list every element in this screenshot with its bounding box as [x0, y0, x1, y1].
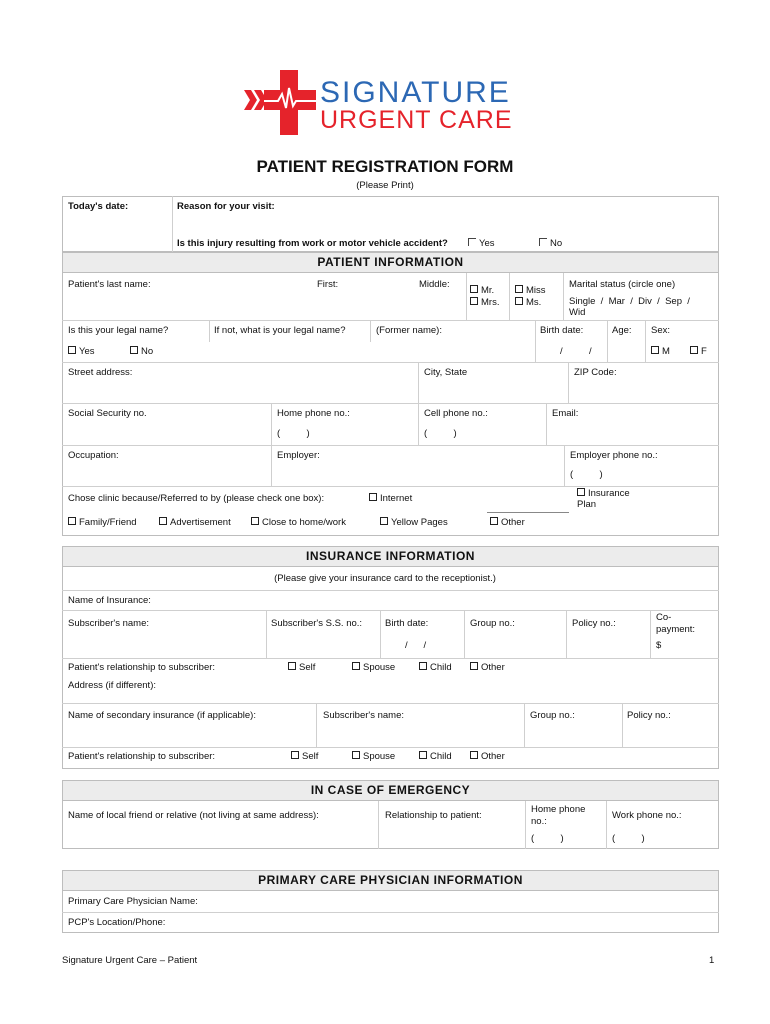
age-label: Age: [612, 325, 632, 336]
copay-dollar: $ [656, 640, 662, 651]
injury-no[interactable]: No [539, 238, 562, 249]
marital-wid[interactable]: Wid [569, 307, 586, 318]
last-name-label: Patient's last name: [68, 279, 151, 290]
checkbox-icon [539, 238, 547, 246]
pcp-location-label: PCP's Location/Phone: [68, 917, 166, 928]
referral-family[interactable]: Family/Friend [68, 517, 137, 528]
policy-no2-label: Policy no.: [627, 710, 671, 721]
logo-mark [242, 70, 322, 140]
zip-label: ZIP Code: [574, 367, 617, 378]
checkbox-icon [419, 662, 427, 670]
sub-birth-date-label: Birth date: [385, 618, 429, 629]
referral-other[interactable]: Other [490, 517, 525, 528]
rel2-self[interactable]: Self [291, 751, 318, 762]
first-name-label: First: [317, 279, 339, 290]
checkbox-icon [68, 517, 76, 525]
rel2-spouse[interactable]: Spouse [352, 751, 395, 762]
copay-label: Co- payment: [656, 612, 696, 635]
rel2-child[interactable]: Child [419, 751, 452, 762]
employer-phone-label: Employer phone no.: [570, 450, 658, 461]
street-label: Street address: [68, 367, 133, 378]
logo-line2: URGENT CARE [320, 106, 513, 134]
employer-phone-area: ( ) [570, 469, 603, 480]
title-mr[interactable]: Mr. [470, 285, 494, 296]
checkbox-icon [380, 517, 388, 525]
legal-no[interactable]: No [130, 346, 153, 357]
relationship2-label: Patient's relationship to subscriber: [68, 751, 216, 762]
occupation-label: Occupation: [68, 450, 119, 461]
em-home-phone-label: Home phone no.: [531, 804, 586, 827]
legal-name-q: Is this your legal name? [68, 325, 169, 336]
checkbox-icon [651, 346, 659, 354]
cell-phone-label: Cell phone no.: [424, 408, 488, 419]
patient-header: PATIENT INFORMATION [63, 253, 718, 273]
referral-insurance-plan[interactable]: Insurance Plan [577, 488, 630, 510]
insurance-name-label: Name of Insurance: [68, 595, 151, 606]
insurance-header: INSURANCE INFORMATION [63, 547, 718, 567]
checkbox-icon [251, 517, 259, 525]
checkbox-icon [468, 238, 476, 246]
logo [242, 70, 532, 140]
rel2-other[interactable]: Other [470, 751, 505, 762]
birth-date-slashes: / / [560, 346, 592, 357]
checkbox-icon [288, 662, 296, 670]
checkbox-icon [515, 297, 523, 305]
insurance-note: (Please give your insurance card to the receptionist.) [274, 573, 496, 584]
checkbox-icon [159, 517, 167, 525]
sub-birth-slashes: / / [405, 640, 427, 651]
sub-name2-label: Subscriber's name: [323, 710, 405, 721]
relationship-label: Patient's relationship to subscriber: [68, 662, 216, 673]
cell-phone-area: ( ) [424, 428, 457, 439]
injury-question: Is this injury resulting from work or motor vehicle accident? [177, 238, 448, 249]
checkbox-icon [470, 662, 478, 670]
rel-self[interactable]: Self [288, 662, 315, 673]
sex-label: Sex: [651, 325, 671, 336]
policy-no-label: Policy no.: [572, 618, 616, 629]
sex-f[interactable]: F [690, 346, 707, 357]
checkbox-icon [352, 751, 360, 759]
legal-yes[interactable]: Yes [68, 346, 95, 357]
checkbox-icon [690, 346, 698, 354]
local-friend-label: Name of local friend or relative (not living at same address): [68, 810, 319, 821]
sex-m[interactable]: M [651, 346, 670, 357]
former-name-label: (Former name): [376, 325, 442, 336]
reason-label: Reason for your visit: [177, 201, 275, 212]
em-work-phone-area: ( ) [612, 833, 645, 844]
city-state-label: City, State [424, 367, 468, 378]
chose-clinic-label: Chose clinic because/Referred to by (please check one box): [68, 493, 325, 504]
checkbox-icon [470, 285, 478, 293]
home-phone-label: Home phone no.: [277, 408, 350, 419]
subscriber-name-label: Subscriber's name: [68, 618, 150, 629]
em-work-phone-label: Work phone no.: [612, 810, 682, 821]
checkbox-icon [515, 285, 523, 293]
ssn-label: Social Security no. [68, 408, 147, 419]
rel-other[interactable]: Other [470, 662, 505, 673]
title-mrs[interactable]: Mrs. [470, 297, 499, 308]
checkbox-icon [68, 346, 76, 354]
group-no-label: Group no.: [470, 618, 515, 629]
birth-date-label: Birth date: [540, 325, 584, 336]
subscriber-ss-label: Subscriber's S.S. no.: [271, 618, 363, 629]
page-number: 1 [709, 955, 715, 966]
group-no2-label: Group no.: [530, 710, 575, 721]
em-home-phone-area: ( ) [531, 833, 564, 844]
rel-spouse[interactable]: Spouse [352, 662, 395, 673]
form-subtitle: (Please Print) [356, 180, 414, 191]
checkbox-icon [369, 493, 377, 501]
checkbox-icon [577, 488, 585, 496]
referral-close-home[interactable]: Close to home/work [251, 517, 346, 528]
address-label: Address (if different): [68, 680, 157, 691]
checkbox-icon [490, 517, 498, 525]
logo-line1: SIGNATURE [320, 76, 511, 109]
title-ms[interactable]: Ms. [515, 297, 541, 308]
injury-yes[interactable]: Yes [468, 238, 495, 249]
employer-label: Employer: [277, 450, 320, 461]
checkbox-icon [419, 751, 427, 759]
checkbox-icon [291, 751, 299, 759]
email-label: Email: [552, 408, 579, 419]
referral-advertisement[interactable]: Advertisement [159, 517, 231, 528]
footer-text: Signature Urgent Care – Patient [62, 955, 198, 966]
pcp-header: PRIMARY CARE PHYSICIAN INFORMATION [63, 871, 718, 891]
secondary-insurance-label: Name of secondary insurance (if applicable): [68, 710, 256, 721]
if-not-legal: If not, what is your legal name? [214, 325, 346, 336]
checkbox-icon [352, 662, 360, 670]
emergency-header: IN CASE OF EMERGENCY [63, 781, 718, 801]
title-miss[interactable]: Miss [515, 285, 546, 296]
rel-child[interactable]: Child [419, 662, 452, 673]
referral-internet[interactable]: Internet [369, 493, 412, 504]
checkbox-icon [130, 346, 138, 354]
form-title: PATIENT REGISTRATION FORM [256, 157, 514, 176]
home-phone-area: ( ) [277, 428, 310, 439]
middle-name-label: Middle: [419, 279, 450, 290]
todays-date-label: Today's date: [68, 201, 129, 212]
marital-label: Marital status (circle one) [569, 279, 676, 290]
checkbox-icon [470, 751, 478, 759]
pcp-name-label: Primary Care Physician Name: [68, 896, 198, 907]
checkbox-icon [470, 297, 478, 305]
referral-yellow-pages[interactable]: Yellow Pages [380, 517, 448, 528]
marital-options[interactable]: Single / Mar / Div / Sep / [569, 296, 690, 307]
em-relationship-label: Relationship to patient: [385, 810, 482, 821]
